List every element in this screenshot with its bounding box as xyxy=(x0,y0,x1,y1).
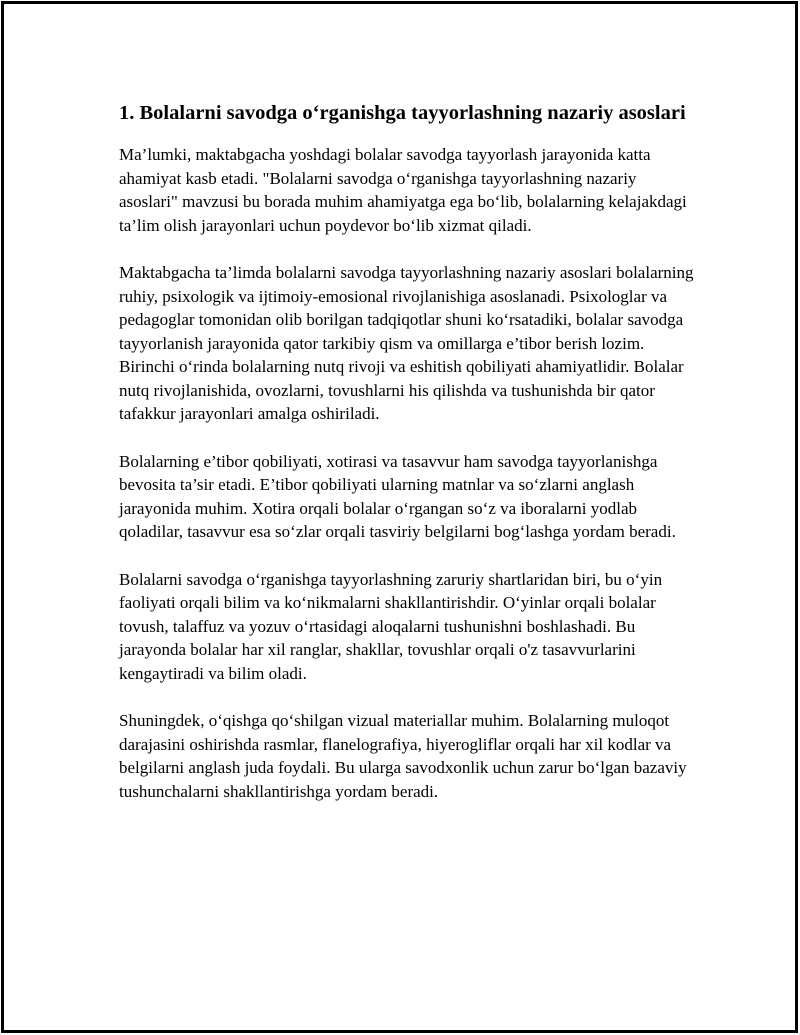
document-body xyxy=(119,99,694,827)
paragraph-1: Ma’lumki, maktabgacha yoshdagi bolalar savodga tayyorlash jarayonida katta ahamiyat kasb etadi. "Bolalarni savodga o‘rganishga tayyorlashning nazariy asoslari" mavzusi bu borada muhim ahamiyatga ega bo‘lib, bolalarning kelajakdagi ta’lim olish jarayonlari uchun poydevor bo‘lib xizmat qiladi. xyxy=(119,145,687,235)
paragraph-4: Bolalarni savodga o‘rganishga tayyorlashning zaruriy shartlaridan biri, bu o‘yin faoliyati orqali bilim va ko‘nikmalarni shakllantirishdir. O‘yinlar orqali bolalar tovush, talaffuz va yozuv o‘rtasidagi aloqalarni tushunishni boshlashadi. Bu jarayonda bolalar har xil ranglar, shakllar, tovushlar orqali o'z tasavvurlarini kengaytiradi va bilim oladi. xyxy=(119,569,663,683)
section-heading: 1. Bolalarni savodga o‘rganishga tayyorlashning nazariy asoslari xyxy=(119,102,686,124)
paragraph-5: Shuningdek, o‘qishga qo‘shilgan vizual materiallar muhim. Bolalarning muloqot darajasini oshirishda rasmlar, flanelografiya, hiyerogliflar orqali har xil kodlar va belgilarni anglash juda foydali. Bu ularga savodxonlik uchun zarur bo‘lgan bazaviy tushunchalarni shakllantirishga yordam beradi. xyxy=(119,711,687,801)
paragraph-3: Bolalarning e’tibor qobiliyati, xotirasi va tasavvur ham savodga tayyorlanishga bevosita ta’sir etadi. E’tibor qobiliyati ularning matnlar va so‘zlarni anglash jarayonida muhim. Xotira orqali bolalar o‘rgangan so‘z va iboralarni yodlab qoladilar, tasavvur esa so‘zlar orqali tasviriy belgilarni bog‘lashga yordam beradi. xyxy=(119,451,676,541)
page-frame xyxy=(1,1,798,1033)
paragraph-2: Maktabgacha ta’limda bolalarni savodga tayyorlashning nazariy asoslari bolalarning ruhiy, psixologik va ijtimoiy-emosional rivojlanishiga asoslanadi. Psixologlar va pedagoglar tomonidan olib borilgan tadqiqotlar shuni ko‘rsatadiki, bolalar savodga tayyorlanish jarayonida qator tarkibiy qism va omillarga e’tibor berish lozim. Birinchi o‘rinda bolalarning nutq rivoji va eshitish qobiliyati ahamiyatlidir. Bolalar nutq rivojlanishida, ovozlarni, tovushlarni his qilishda va tushunishda bir qator tafakkur jarayonlari amalga oshiriladi. xyxy=(119,263,694,423)
